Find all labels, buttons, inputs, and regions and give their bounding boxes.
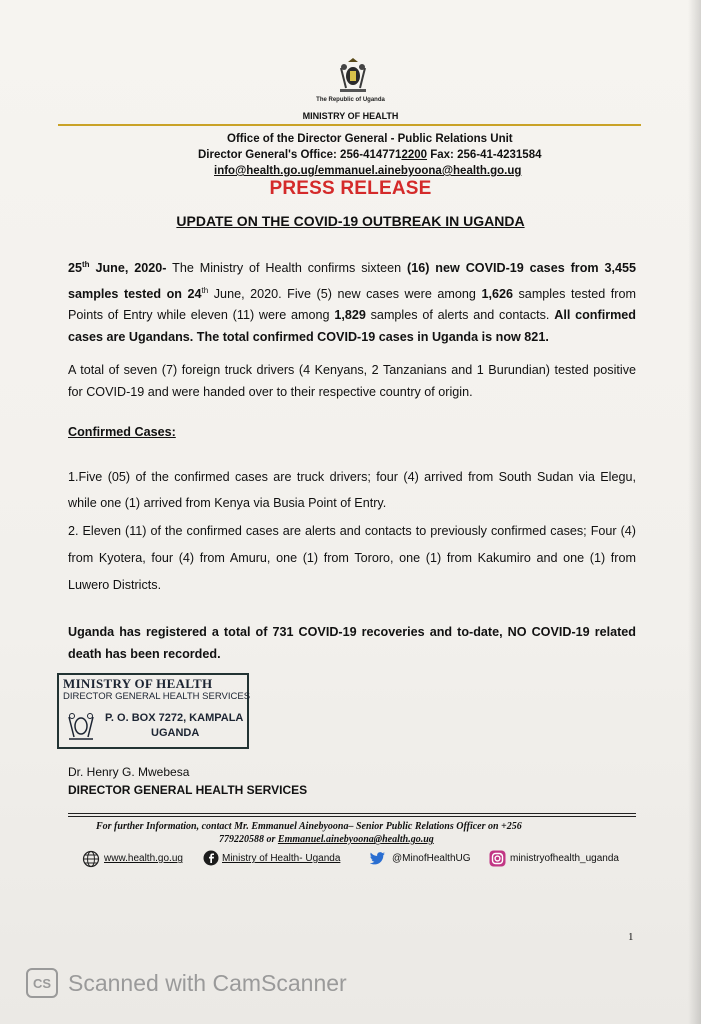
footer-rule <box>68 813 636 814</box>
ministry-label: MINISTRY OF HEALTH <box>302 111 399 121</box>
text-part-1: The Ministry of Health confirms sixteen <box>166 261 408 276</box>
date-day: 25 <box>68 261 83 276</box>
footer-contact-line-2 <box>219 834 434 845</box>
footer-rule <box>68 816 636 817</box>
stamp-line-1: MINISTRY OF HEALTH <box>63 676 213 691</box>
paragraph-cases <box>68 254 636 348</box>
footer-email[interactable]: Emmanuel.ainebyoona@health.go.ug <box>277 834 434 845</box>
press-release-heading: PRESS RELEASE <box>269 178 432 199</box>
twitter-handle[interactable]: @MinofHealthUG <box>392 853 471 864</box>
republic-label: The Republic of Uganda <box>316 97 385 103</box>
footer-phone: 779220588 or <box>219 834 278 845</box>
website-link[interactable]: www.health.go.ug <box>104 853 183 864</box>
date-sup: th <box>82 260 90 269</box>
stamp-coat-of-arms-icon <box>65 709 97 743</box>
sup-part: th <box>201 285 209 295</box>
stamp-line-3: P. O. BOX 7272, KAMPALA <box>105 712 244 724</box>
stamp-line-4: UGANDA <box>151 727 200 739</box>
uganda-coat-of-arms-icon <box>336 58 370 94</box>
page-number: 1 <box>628 931 634 943</box>
camscanner-watermark: Scanned with CamScanner <box>68 970 347 996</box>
signer-title: DIRECTOR GENERAL HEALTH SERVICES <box>68 783 308 797</box>
bold-part-1: (16) new COVID-19 cases from 3,455 samples tested on 24 <box>68 261 636 301</box>
text-part-2: June, 2020. Five (5) new cases were among <box>208 286 482 301</box>
bold-part-2: 1,626 <box>481 286 513 301</box>
dg-office-fax: Fax: 256-41-4231584 <box>427 149 542 161</box>
footer-contact-line: For further Information, contact Mr. Emmanuel Ainebyoona– Senior Public Relations Officer on +256 <box>96 821 522 832</box>
instagram-icon <box>489 850 506 867</box>
email-links[interactable]: info@health.go.ug/emmanuel.ainebyoona@health.go.ug <box>214 165 522 177</box>
official-stamp <box>57 673 249 749</box>
facebook-link[interactable]: Ministry of Health- Uganda <box>222 853 341 864</box>
list-item: 1.Five (05) of the confirmed cases are truck drivers; four (4) arrived from South Sudan via Elegu, while one (1) arrived from Kenya via Busia Point of Entry. <box>68 470 636 510</box>
twitter-icon <box>370 850 386 866</box>
signer-name: Dr. Henry G. Mwebesa <box>68 765 190 779</box>
camscanner-logo-icon <box>26 968 58 998</box>
globe-icon <box>82 850 100 868</box>
stamp-line-2: DIRECTOR GENERAL HEALTH SERVICES <box>63 691 251 702</box>
bold-part-3: 1,829 <box>334 308 366 323</box>
confirmed-cases-heading: Confirmed Cases: <box>68 425 176 439</box>
dg-office-underlined: 2200 <box>401 149 428 161</box>
facebook-icon <box>203 850 219 866</box>
date-rest: June, 2020- <box>89 261 167 276</box>
dg-office-line <box>198 149 542 161</box>
list-item: 2. Eleven (11) of the confirmed cases are alerts and contacts to previously confirmed cases; Four (4) from Kyotera, four (4) from Amuru, one (1) from Tororo, one (1) from Kakumiro and one (1) from Luwero Districts. <box>68 524 636 592</box>
paragraph-truck-drivers: A total of seven (7) foreign truck drivers (4 Kenyans, 2 Tanzanians and 1 Burundian) tested positive for COVID-19 and were handed over to their respective country of origin. <box>68 363 636 399</box>
camscanner-logo-text: CS <box>32 976 52 991</box>
dg-office-prefix: Director General's Office: 256-414771 <box>198 149 402 161</box>
text-part-3: samples tested from Points of Entry while eleven (11) were among <box>68 286 636 323</box>
bold-part-4: All confirmed cases are Ugandans. The total confirmed COVID-19 cases in Uganda is now 821. <box>68 308 636 344</box>
text-part-4: samples of alerts and contacts. <box>365 308 555 323</box>
instagram-handle[interactable]: ministryofhealth_uganda <box>510 853 619 864</box>
paragraph-recoveries: Uganda has registered a total of 731 COVID-19 recoveries and to-date, NO COVID-19 related death has been recorded. <box>68 625 636 661</box>
page-edge-shadow <box>688 0 701 1024</box>
office-line: Office of the Director General - Public Relations Unit <box>227 133 513 145</box>
gold-divider <box>58 124 641 126</box>
document-title: UPDATE ON THE COVID-19 OUTBREAK IN UGANDA <box>176 213 525 229</box>
